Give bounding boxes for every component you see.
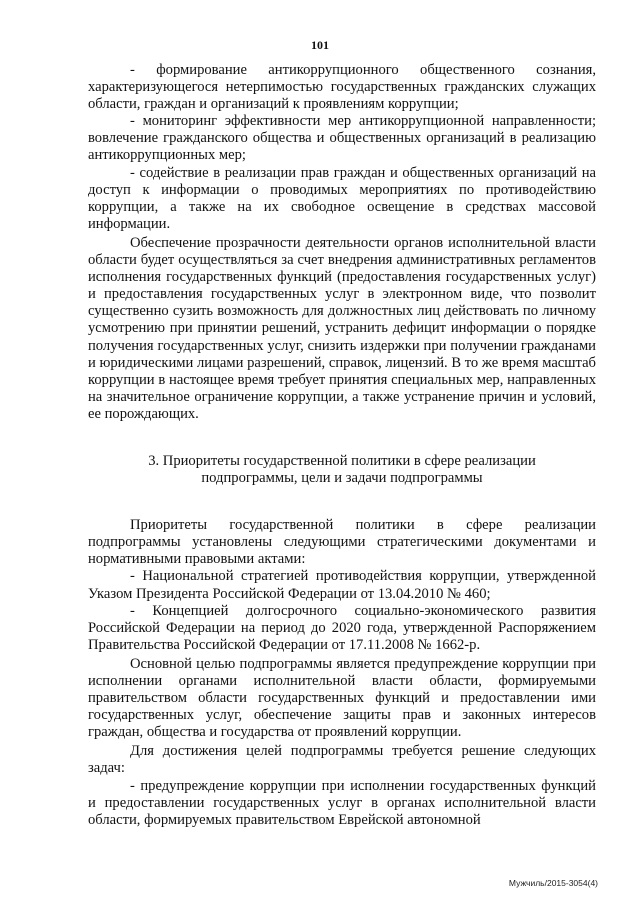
section-heading <box>88 453 596 487</box>
paragraph: - Национальной стратегией противодействия коррупции, утвержденной Указом Президента Российской Федерации от 13.04.2010 № 460; <box>88 568 596 602</box>
paragraph: Приоритеты государственной политики в сфере реализации подпрограммы установлены следующими стратегическими документами и нормативными правовыми актами: <box>88 517 596 568</box>
section-heading-line: 3. Приоритеты государственной политики в сфере реализации <box>148 452 536 469</box>
footer-document-code: Мужчиль/2015-3054(4) <box>508 878 598 888</box>
body-text <box>88 62 596 829</box>
paragraph: - Концепцией долгосрочного социально-экономического развития Российской Федерации на период до 2020 года, утвержденной Распоряжением Правительства Российской Федерации от 17.11.2008 № 1662-р. <box>88 602 596 653</box>
paragraph: Основной целью подпрограммы является предупреждение коррупции при исполнении органами исполнительной власти области, формируемыми правительством области государственных функций и предоставлении ими государственных услуг, обеспечение защиты прав и законных интересов граждан, общества и государства от проявлений коррупции. <box>88 655 596 741</box>
paragraph: Для достижения целей подпрограммы требуется решение следующих задач: <box>88 743 596 777</box>
page-number: 101 <box>311 38 329 52</box>
section-heading-line: подпрограммы, цели и задачи подпрограммы <box>201 470 483 487</box>
paragraph: - содействие в реализации прав граждан и общественных организаций на доступ к информации о проводимых мероприятиях по противодействию коррупции, а также на их свободное освещение в средствах массовой информации. <box>88 164 596 232</box>
paragraph: - предупреждение коррупции при исполнении государственных функций и предоставлении государственных услуг в органах исполнительной власти области, формируемых правительством Еврейской автономной <box>88 777 596 828</box>
paragraph: - формирование антикоррупционного общественного сознания, характеризующегося нетерпимостью государственных гражданских служащих области, граждан и организаций к проявлениям коррупции; <box>88 62 596 113</box>
paragraph: - мониторинг эффективности мер антикоррупционной направленности; вовлечение гражданского общества и общественных организаций в реализацию антикоррупционных мер; <box>88 113 596 164</box>
paragraph: Обеспечение прозрачности деятельности органов исполнительной власти области будет осуществляться за счет внедрения административных регламентов исполнения государственных функций (предоставления государственных услуг) и предоставления государственных услуг в электронном виде, что позволит существенно сузить возможность для должностных лиц действовать по личному усмотрению при принятии решений, устранить дефицит информации о порядке получения государственных услуг, снизить издержки при получении гражданами и юридическими лицами разрешений, справок, лицензий. В то же время масштаб коррупции в настоящее время требует принятия специальных мер, направленных на значительное ограничение коррупции, а также устранение причин и условий, ее порождающих. <box>88 234 596 422</box>
